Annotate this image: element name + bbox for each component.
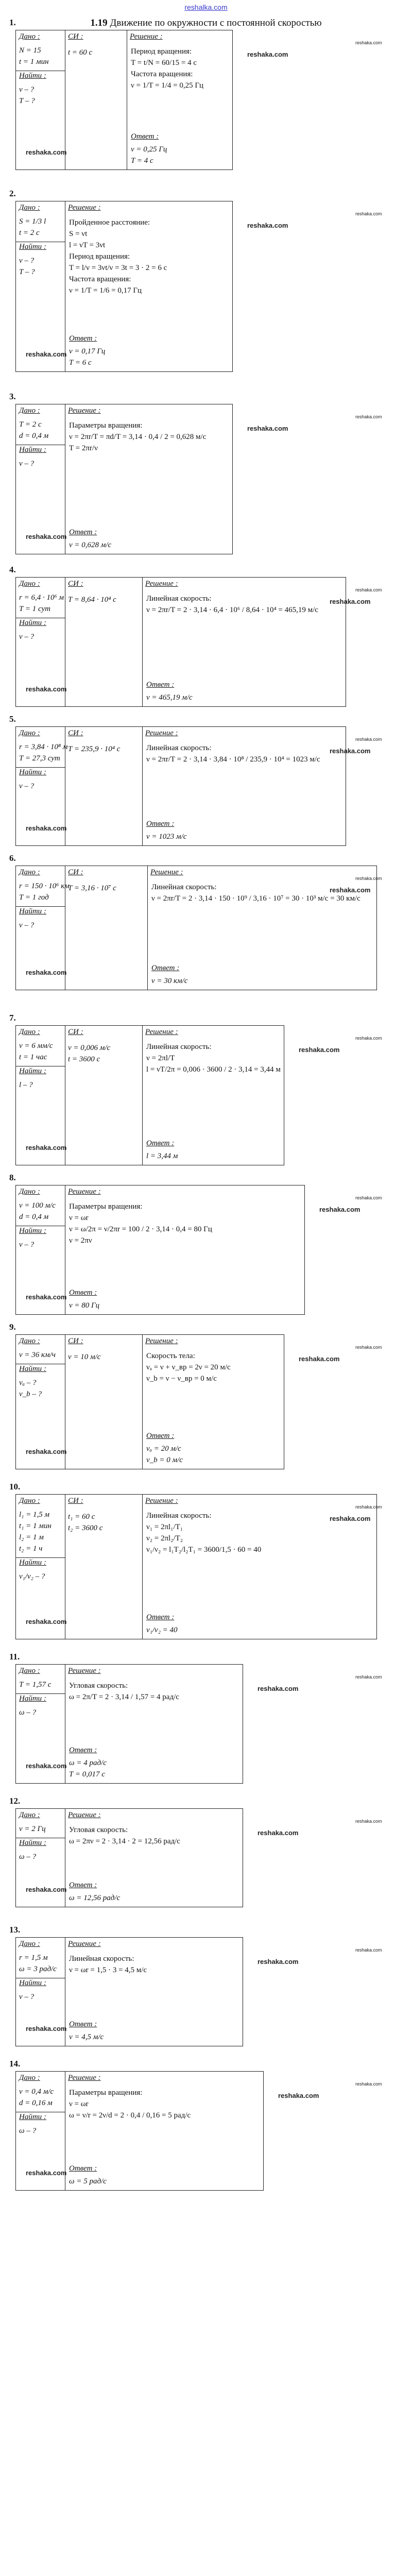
watermark-text: reshaka.com <box>299 1046 340 1054</box>
si-label: СИ : <box>68 1497 83 1505</box>
solution-text: Линейная скорость: ν = 2πl/T l = νT/2π = 0,006 · 3600 / 2 · 3,14 = 3,44 м <box>146 1043 281 1074</box>
site-link[interactable]: reshalka.com <box>184 3 228 11</box>
watermark-text: reshaka.com <box>26 350 67 358</box>
answer-values: ω = 4 рад/с T = 0,017 с <box>69 1759 107 1778</box>
answer-label: Ответ : <box>69 528 97 536</box>
given-label: Дано : <box>19 1497 40 1505</box>
find-label: Найти : <box>19 1558 46 1567</box>
section-title: Движение по окружности с постоянной скоростью <box>110 18 322 28</box>
si-label: СИ : <box>68 580 83 588</box>
answer-label: Ответ : <box>151 964 180 972</box>
si-label: СИ : <box>68 1337 83 1345</box>
problem-number: 13. <box>9 1925 21 1935</box>
answer-values: ν = 0,25 Гц T = 4 с <box>131 145 167 165</box>
answer-values: ν₁/ν₂ = 40 <box>146 1626 178 1634</box>
answer-label: Ответ : <box>146 681 175 689</box>
section-number: 1.19 <box>90 18 108 28</box>
solution-text: Линейная скорость: ν = ωr = 1,5 · 3 = 4,5 м/с <box>69 1955 147 1974</box>
solution-label: Решение : <box>68 204 101 212</box>
si-values: ν = 10 м/с <box>68 1353 101 1361</box>
watermark-text: reshaka.com <box>258 1958 299 1965</box>
answer-label: Ответ : <box>69 2020 97 2028</box>
solution-label: Решение : <box>68 2074 101 2082</box>
find-values: ν – ? <box>19 782 35 790</box>
watermark-text: reshaka.com <box>355 737 382 742</box>
find-values: ω – ? <box>19 2127 37 2135</box>
find-values: ν₁/ν₂ – ? <box>19 1572 45 1581</box>
watermark-text: reshaka.com <box>26 969 67 976</box>
given-label: Дано : <box>19 406 40 415</box>
answer-label: Ответ : <box>146 1613 175 1621</box>
answer-values: νₐ = 20 м/с ν_b = 0 м/с <box>146 1445 183 1464</box>
answer-label: Ответ : <box>131 132 159 141</box>
find-values: ν – ? <box>19 633 35 641</box>
given-values: ν = 100 м/с d = 0,4 м <box>19 1201 56 1221</box>
problem-number: 14. <box>9 2059 21 2069</box>
si-values: T = 8,64 · 10⁴ с <box>68 596 116 604</box>
find-values: l – ? <box>19 1081 33 1089</box>
given-values: ν = 36 км/ч <box>19 1351 56 1359</box>
answer-values: ν = 30 км/с <box>151 977 188 985</box>
problem-box <box>15 1494 377 1639</box>
find-label: Найти : <box>19 907 46 916</box>
given-label: Дано : <box>19 1811 40 1819</box>
watermark-text: reshaka.com <box>258 1829 299 1837</box>
answer-values: ω = 5 рад/с <box>69 2177 107 2185</box>
watermark-text: reshaka.com <box>26 685 67 693</box>
watermark-text: reshaka.com <box>319 1206 360 1213</box>
watermark-text: reshaka.com <box>355 1345 382 1350</box>
watermark-text: reshaka.com <box>355 876 382 881</box>
problem-number: 3. <box>9 392 16 401</box>
watermark-text: reshaka.com <box>26 148 67 156</box>
solution-text: Параметры вращения: ν = 2πr/T = πd/T = 3,14 · 0,4 / 2 = 0,628 м/с T = 2πr/ν <box>69 421 207 452</box>
watermark-text: reshaka.com <box>355 1947 382 1953</box>
problem-number: 1. <box>9 18 16 27</box>
answer-label: Ответ : <box>69 2164 97 2173</box>
given-values: ν = 2 Гц <box>19 1825 46 1833</box>
given-label: Дано : <box>19 1028 40 1036</box>
si-values: T = 3,16 · 10⁷ с <box>68 884 116 892</box>
answer-label: Ответ : <box>146 1432 175 1440</box>
si-values: t = 60 с <box>68 48 93 57</box>
problem-number: 6. <box>9 853 16 863</box>
watermark-text: reshaka.com <box>355 1674 382 1680</box>
given-label: Дано : <box>19 2074 40 2082</box>
watermark-text: reshaka.com <box>26 533 67 540</box>
problem-box <box>15 404 233 554</box>
find-label: Найти : <box>19 243 46 251</box>
watermark-text: reshaka.com <box>355 414 382 419</box>
answer-label: Ответ : <box>69 334 97 343</box>
solution-text: Угловая скорость: ω = 2πν = 2 · 3,14 · 2 = 12,56 рад/с <box>69 1826 180 1845</box>
watermark-text: reshaka.com <box>355 1819 382 1824</box>
given-label: Дано : <box>19 729 40 737</box>
solution-label: Решение : <box>130 32 163 41</box>
solution-text: Линейная скорость: ν = 2πr/T = 2 · 3,14 · 3,84 · 10⁸ / 235,9 · 10⁴ = 1023 м/с <box>146 744 320 764</box>
problem-number: 7. <box>9 1013 16 1023</box>
si-label: СИ : <box>68 729 83 737</box>
find-label: Найти : <box>19 2113 46 2121</box>
given-label: Дано : <box>19 580 40 588</box>
given-divider <box>16 1557 65 1558</box>
watermark-text: reshaka.com <box>258 1685 299 1692</box>
column-divider <box>142 1026 143 1165</box>
find-label: Найти : <box>19 1365 46 1373</box>
given-label: Дано : <box>19 204 40 212</box>
find-values: ν – ? <box>19 1241 35 1249</box>
solution-text: Параметры вращения: ν = ωr ν = ω/2π = ν/2πr = 100 / 2 · 3,14 · 0,4 = 80 Гц ν = 2πν <box>69 1202 212 1245</box>
si-values: ν = 0,006 м/с t = 3600 с <box>68 1044 111 1063</box>
solution-label: Решение : <box>68 1811 101 1819</box>
given-values: r = 1,5 м ω = 3 рад/с <box>19 1954 57 1973</box>
given-values: l₁ = 1,5 м t₁ = 1 мин l₂ = 1 м t₂ = 1 ч <box>19 1511 52 1553</box>
watermark-text: reshaka.com <box>247 425 288 432</box>
watermark-text: reshaka.com <box>247 222 288 229</box>
watermark-text: reshaka.com <box>355 587 382 592</box>
solution-text: Линейная скорость: ν₁ = 2πl₁/T₁ ν₂ = 2πl₂/T₂ ν₁/ν₂ = l₁T₂/l₂T₁ = 3600/1,5 · 60 = 40 <box>146 1512 262 1554</box>
solution-text: Линейная скорость: ν = 2πr/T = 2 · 3,14 · 150 · 10⁹ / 3,16 · 10⁷ = 30 · 10³ м/с = 30 км/с <box>151 883 360 903</box>
solution-text: Период вращения: T = t/N = 60/15 = 4 с Частота вращения: ν = 1/T = 1/4 = 0,25 Гц <box>131 47 204 90</box>
find-values: ν – ? <box>19 921 35 929</box>
page-title <box>0 18 412 29</box>
solution-label: Решение : <box>145 1497 178 1505</box>
watermark-text: reshaka.com <box>355 1504 382 1510</box>
column-divider <box>147 866 148 990</box>
given-label: Дано : <box>19 1667 40 1675</box>
si-label: СИ : <box>68 32 83 41</box>
find-values: ν – ? <box>19 460 35 468</box>
given-label: Дано : <box>19 1337 40 1345</box>
find-label: Найти : <box>19 72 46 80</box>
watermark-text: reshaka.com <box>355 40 382 45</box>
watermark-text: reshaka.com <box>299 1355 340 1363</box>
answer-values: ν = 0,17 Гц T = 6 с <box>69 347 106 367</box>
column-divider <box>142 578 143 706</box>
given-values: T = 2 с d = 0,4 м <box>19 420 49 440</box>
watermark-text: reshaka.com <box>26 824 67 832</box>
column-divider <box>142 1495 143 1639</box>
solution-label: Решение : <box>68 1188 101 1196</box>
find-values: ν – ? <box>19 1993 35 2001</box>
solution-text: Угловая скорость: ω = 2π/T = 2 · 3,14 / 1,57 = 4 рад/с <box>69 1682 179 1701</box>
problem-number: 4. <box>9 565 16 574</box>
solution-label: Решение : <box>145 1028 178 1036</box>
given-values: N = 15 t = 1 мин <box>19 46 49 66</box>
solution-label: Решение : <box>68 1667 101 1675</box>
answer-values: ν = 465,19 м/с <box>146 693 193 702</box>
given-values: r = 150 · 10⁶ км T = 1 год <box>19 882 70 902</box>
watermark-text: reshaka.com <box>26 1448 67 1455</box>
find-values: ν – ? T – ? <box>19 257 35 276</box>
solution-text: Скорость тела: νₐ = ν + ν_вр = 2ν = 20 м/с ν_b = ν − ν_вр = 0 м/с <box>146 1352 231 1383</box>
watermark-text: reshaka.com <box>330 747 371 755</box>
problem-box <box>15 866 377 990</box>
answer-label: Ответ : <box>69 1289 97 1297</box>
solution-text: Пройденное расстояние: S = νt l = νT = 3νt Период вращения: T = l/ν = 3νt/ν = 3t = 3 · 2 = 6 с Частота вращения: ν = 1/T = 1/6 = 0,17 Гц <box>69 218 167 295</box>
problem-number: 9. <box>9 1322 16 1332</box>
problem-box <box>15 201 233 372</box>
solution-text: Линейная скорость: ν = 2πr/T = 2 · 3,14 · 6,4 · 10⁶ / 8,64 · 10⁴ = 465,19 м/с <box>146 595 318 614</box>
watermark-text: reshaka.com <box>247 50 288 58</box>
find-values: ω – ? <box>19 1853 37 1861</box>
given-divider <box>16 767 65 768</box>
find-label: Найти : <box>19 1067 46 1075</box>
solution-label: Решение : <box>145 580 178 588</box>
watermark-text: reshaka.com <box>355 2081 382 2087</box>
watermark-text: reshaka.com <box>355 211 382 216</box>
problem-number: 10. <box>9 1482 21 1492</box>
column-divider <box>142 1335 143 1469</box>
solution-label: Решение : <box>145 1337 178 1345</box>
answer-label: Ответ : <box>146 820 175 828</box>
answer-values: l = 3,44 м <box>146 1152 178 1160</box>
watermark-text: reshaka.com <box>26 2169 67 2177</box>
answer-values: ω = 12,56 рад/с <box>69 1894 121 1902</box>
find-label: Найти : <box>19 768 46 776</box>
answer-label: Ответ : <box>146 1139 175 1147</box>
find-label: Найти : <box>19 446 46 454</box>
watermark-text: reshaka.com <box>278 2092 319 2099</box>
given-values: S = 1/3 l t = 2 с <box>19 217 46 237</box>
solution-label: Решение : <box>68 406 101 415</box>
answer-values: ν = 80 Гц <box>69 1301 100 1310</box>
si-values: T = 235,9 · 10⁴ с <box>68 745 121 753</box>
given-divider <box>16 1693 65 1694</box>
problem-number: 2. <box>9 189 16 198</box>
watermark-text: reshaka.com <box>330 1515 371 1522</box>
watermark-text: reshaka.com <box>330 598 371 605</box>
problem-number: 11. <box>9 1652 20 1662</box>
given-divider <box>16 906 65 907</box>
given-values: r = 6,4 · 10⁶ м T = 1 сут <box>19 594 64 613</box>
problem-number: 8. <box>9 1173 16 1182</box>
column-divider <box>142 727 143 845</box>
find-values: ν – ? T – ? <box>19 86 35 105</box>
answer-label: Ответ : <box>69 1746 97 1754</box>
find-label: Найти : <box>19 1979 46 1987</box>
solution-label: Решение : <box>68 1940 101 1948</box>
si-values: t₁ = 60 с t₂ = 3600 с <box>68 1513 103 1532</box>
si-label: СИ : <box>68 1028 83 1036</box>
given-label: Дано : <box>19 1188 40 1196</box>
given-label: Дано : <box>19 32 40 41</box>
si-label: СИ : <box>68 868 83 876</box>
answer-values: ν = 0,628 м/с <box>69 541 112 549</box>
find-label: Найти : <box>19 1227 46 1235</box>
watermark-text: reshaka.com <box>26 1886 67 1893</box>
watermark-text: reshaka.com <box>26 1762 67 1770</box>
given-values: T = 1,57 с <box>19 1681 52 1689</box>
given-values: ν = 0,4 м/с d = 0,16 м <box>19 2088 54 2107</box>
watermark-text: reshaka.com <box>355 1195 382 1200</box>
given-values: r = 3,84 · 10⁸ м T = 27,3 сут <box>19 743 68 762</box>
watermark-text: reshaka.com <box>355 1036 382 1041</box>
problem-number: 12. <box>9 1796 21 1806</box>
find-values: νₐ – ? ν_b – ? <box>19 1379 42 1398</box>
answer-values: ν = 4,5 м/с <box>69 2033 104 2041</box>
answer-label: Ответ : <box>69 1881 97 1889</box>
solution-label: Решение : <box>145 729 178 737</box>
answer-values: ν = 1023 м/с <box>146 833 187 841</box>
watermark-text: reshaka.com <box>330 886 371 894</box>
watermark-text: reshaka.com <box>26 1144 67 1151</box>
find-label: Найти : <box>19 1839 46 1847</box>
solution-label: Решение : <box>150 868 183 876</box>
watermark-text: reshaka.com <box>26 1293 67 1301</box>
given-label: Дано : <box>19 868 40 876</box>
watermark-text: reshaka.com <box>26 2025 67 2032</box>
given-label: Дано : <box>19 1940 40 1948</box>
find-values: ω – ? <box>19 1708 37 1717</box>
find-label: Найти : <box>19 619 46 627</box>
find-label: Найти : <box>19 1694 46 1703</box>
solution-text: Параметры вращения: ν = ωr ω = ν/r = 2ν/d = 2 · 0,4 / 0,16 = 5 рад/с <box>69 2089 191 2120</box>
watermark-text: reshaka.com <box>26 1618 67 1625</box>
given-values: ν = 6 мм/с t = 1 час <box>19 1042 53 1061</box>
problem-number: 5. <box>9 714 16 724</box>
